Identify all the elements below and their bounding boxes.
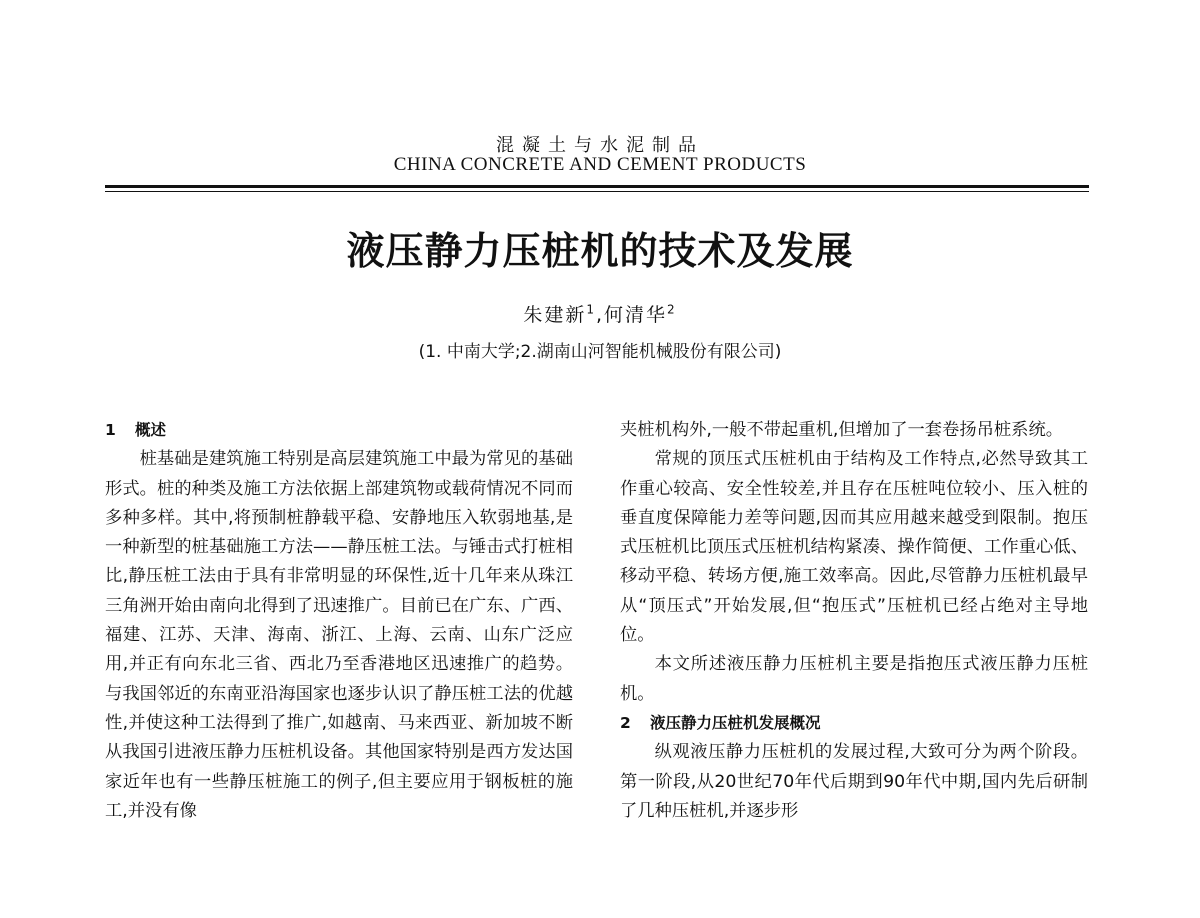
article-title: 液压静力压桩机的技术及发展	[346, 229, 854, 273]
author-name: 朱建新	[523, 304, 587, 326]
affiliations: (1. 中南大学;2.湖南山河智能机械股份有限公司)	[418, 342, 782, 362]
authors-line	[0, 300, 1200, 327]
section-title: 液压静力压桩机发展概况	[650, 713, 821, 732]
header-rule-thick	[105, 185, 1089, 188]
section-number: 1	[105, 421, 116, 439]
section-heading	[620, 709, 1088, 738]
body-paragraph: 纵观液压静力压桩机的发展过程,大致可分为两个阶段。第一阶段,从20世纪70年代后期到90年代中期,国内先后研制了几种压桩机,并逐步形	[620, 742, 1088, 821]
right-column	[620, 416, 1088, 826]
body-paragraph: 本文所述液压静力压桩机主要是指抱压式液压静力压桩机。	[620, 654, 1088, 704]
author-affiliation-mark: 1	[586, 302, 596, 317]
body-paragraph: 常规的顶压式压桩机由于结构及工作特点,必然导致其工作重心较高、安全性较差,并且存在压桩吨位较小、压入桩的垂直度保障能力差等问题,因而其应用越来越受到限制。抱压式压桩机比顶压式压桩机结构紧凑、操作简便、工作重心低、移动平稳、转场方便,施工效率高。因此,尽管静力压桩机最早从“顶压式”开始发展,但“抱压式”压桩机已经占绝对主导地位。	[620, 449, 1088, 646]
section-heading	[105, 416, 573, 445]
section-number: 2	[620, 713, 631, 732]
author-separator: ,	[595, 304, 605, 326]
author-name: 何清华	[604, 304, 668, 326]
author-affiliation-mark: 2	[667, 302, 677, 317]
body-paragraph: 桩基础是建筑施工特别是高层建筑施工中最为常见的基础形式。桩的种类及施工方法依据上部建筑物或载荷情况不同而多种多样。其中,将预制桩静载平稳、安静地压入软弱地基,是一种新型的桩基础施工方法——静压桩工法。与锤击式打桩相比,静压桩工法由于具有非常明显的环保性,近十几年来从珠江三角洲开始由南向北得到了迅速推广。目前已在广东、广西、福建、江苏、天津、海南、浙江、上海、云南、山东广泛应用,并正有向东北三省、西北乃至香港地区迅速推广的趋势。与我国邻近的东南亚沿海国家也逐步认识了静压桩工法的优越性,并使这种工法得到了推广,如越南、马来西亚、新加坡不断从我国引进液压静力压桩机设备。其他国家特别是西方发达国家近年也有一些静压桩施工的例子,但主要应用于钢板桩的施工,并没有像	[105, 449, 573, 821]
body-paragraph: 夹桩机构外,一般不带起重机,但增加了一套卷扬吊桩系统。	[620, 420, 1064, 440]
left-column	[105, 416, 573, 826]
header-rule-thin	[105, 191, 1089, 192]
section-title: 概述	[135, 421, 167, 439]
journal-name-chinese: 混凝土与水泥制品	[496, 135, 704, 156]
journal-name-english: CHINA CONCRETE AND CEMENT PRODUCTS	[393, 154, 807, 175]
